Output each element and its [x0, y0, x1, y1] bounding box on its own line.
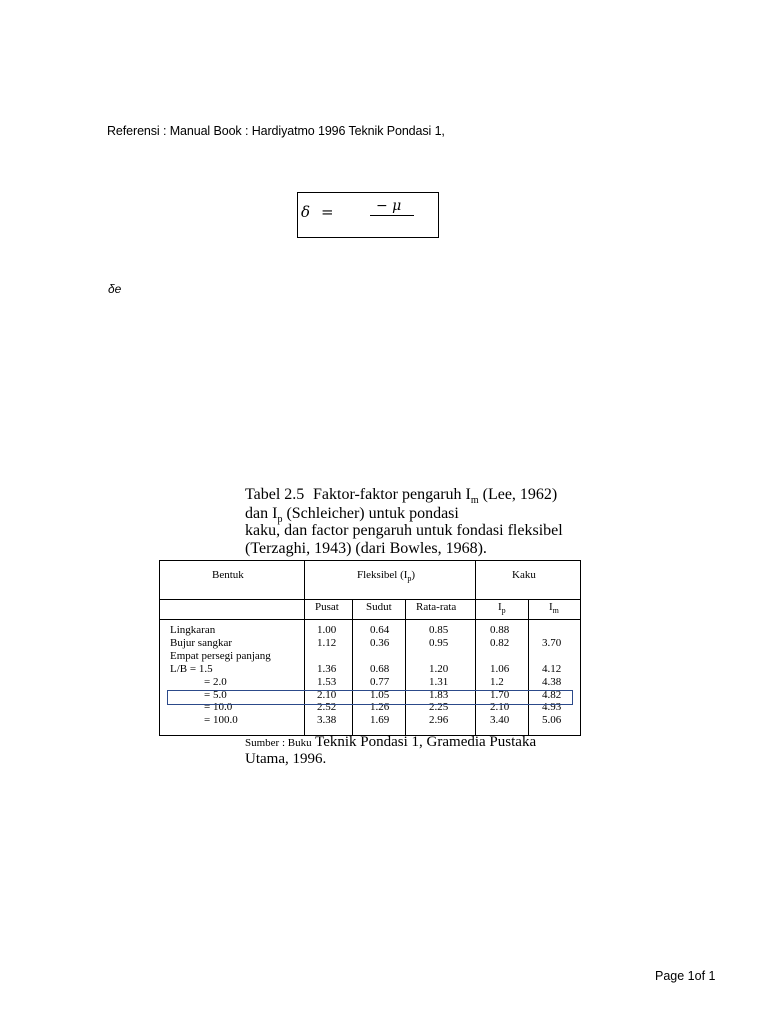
- col-sudut: Sudut: [366, 601, 392, 613]
- cell-sudut: 1.26: [370, 701, 390, 713]
- table-number: Tabel 2.5: [245, 486, 305, 503]
- cell-pusat: 1.00: [317, 624, 337, 636]
- page-number: Page 1of 1: [655, 969, 716, 983]
- influence-factor-table: [159, 560, 581, 736]
- cell-ratarata: 0.95: [429, 637, 449, 649]
- table-vline: [475, 561, 476, 735]
- row-bentuk: Empat persegi panjang: [170, 650, 271, 662]
- cell-sudut: 0.64: [370, 624, 390, 636]
- formula-box: [297, 192, 439, 238]
- cell-sudut: 1.05: [370, 689, 390, 701]
- table-hline: [160, 619, 580, 620]
- row-bentuk: Lingkaran: [170, 624, 216, 636]
- table-caption-line3: kaku, dan factor pengaruh untuk fondasi fleksibel: [245, 522, 563, 539]
- cell-ip: 3.40: [490, 714, 510, 726]
- cell-ratarata: 1.83: [429, 689, 449, 701]
- table-caption-line4: (Terzaghi, 1943) (dari Bowles, 1968).: [245, 540, 487, 557]
- cell-pusat: 1.36: [317, 663, 337, 675]
- table-caption-line1: [245, 486, 557, 506]
- row-bentuk: = 10.0: [204, 701, 233, 713]
- cell-ip: 2.10: [490, 701, 510, 713]
- cell-im: 3.70: [542, 637, 562, 649]
- cell-pusat: 3.38: [317, 714, 337, 726]
- cell-ratarata: 0.85: [429, 624, 449, 636]
- cell-pusat: 1.12: [317, 637, 337, 649]
- cell-im: 5.06: [542, 714, 562, 726]
- highlight-row-box: [167, 690, 573, 705]
- col-im: $I_m$: [549, 601, 559, 616]
- cell-sudut: 0.36: [370, 637, 390, 649]
- cell-ip: 1.70: [490, 689, 510, 701]
- cell-pusat: 1.53: [317, 676, 337, 688]
- table-source-line2: Utama, 1996.: [245, 751, 327, 767]
- cell-ratarata: 2.25: [429, 701, 449, 713]
- cell-im: 4.12: [542, 663, 562, 675]
- col-ip: $I_p$: [498, 601, 506, 616]
- caption-rest: (Lee, 1962): [478, 486, 558, 503]
- row-bentuk: Bujur sangkar: [170, 637, 233, 649]
- source-text: Teknik Pondasi 1, Gramedia Pustaka: [311, 734, 537, 750]
- cell-sudut: 0.68: [370, 663, 390, 675]
- table-vline: [304, 561, 305, 735]
- table-hline: [160, 599, 580, 600]
- cell-im: 4.82: [542, 689, 562, 701]
- cell-ratarata: 1.20: [429, 663, 449, 675]
- formula-lhs: δ: [301, 203, 311, 221]
- delta-e-label: δe: [108, 282, 122, 296]
- reference-text: Referensi : Manual Book : Hardiyatmo 1996 Teknik Pondasi 1,: [107, 124, 445, 138]
- cell-ratarata: 2.96: [429, 714, 449, 726]
- header-kaku: Kaku: [512, 569, 536, 581]
- formula-equals: =: [321, 203, 334, 221]
- source-label: Sumber : Buku: [245, 737, 312, 749]
- table-source-line1: [245, 734, 536, 751]
- caption-sub-m: m: [470, 495, 479, 507]
- row-bentuk: = 100.0: [204, 714, 238, 726]
- caption-line2-rest: (Schleicher) untuk pondasi: [282, 505, 459, 522]
- col-ratarata: Rata-rata: [416, 601, 457, 613]
- cell-ip: 0.88: [490, 624, 510, 636]
- cell-im: 4.93: [542, 701, 562, 713]
- cell-ip: 1.06: [490, 663, 510, 675]
- header-bentuk: Bentuk: [212, 569, 244, 581]
- cell-im: 4.38: [542, 676, 562, 688]
- row-bentuk: = 5.0: [204, 689, 227, 701]
- cell-pusat: 2.10: [317, 689, 337, 701]
- cell-sudut: 1.69: [370, 714, 390, 726]
- formula-numerator: − μ: [376, 198, 402, 214]
- fraction-bar: [370, 215, 414, 216]
- caption-line2-pre: dan I: [245, 505, 278, 522]
- col-pusat: Pusat: [315, 601, 339, 613]
- cell-ratarata: 1.31: [429, 676, 449, 688]
- caption-sub-p: p: [277, 514, 283, 526]
- row-bentuk: L/B = 1.5: [170, 663, 213, 675]
- cell-ip: 1.2: [490, 676, 504, 688]
- cell-ip: 0.82: [490, 637, 510, 649]
- caption-text: Faktor-faktor pengaruh I: [313, 486, 471, 503]
- cell-sudut: 0.77: [370, 676, 390, 688]
- row-bentuk: = 2.0: [204, 676, 227, 688]
- cell-pusat: 2.52: [317, 701, 337, 713]
- header-fleksibel: Fleksibel $(I_p)$: [357, 569, 416, 584]
